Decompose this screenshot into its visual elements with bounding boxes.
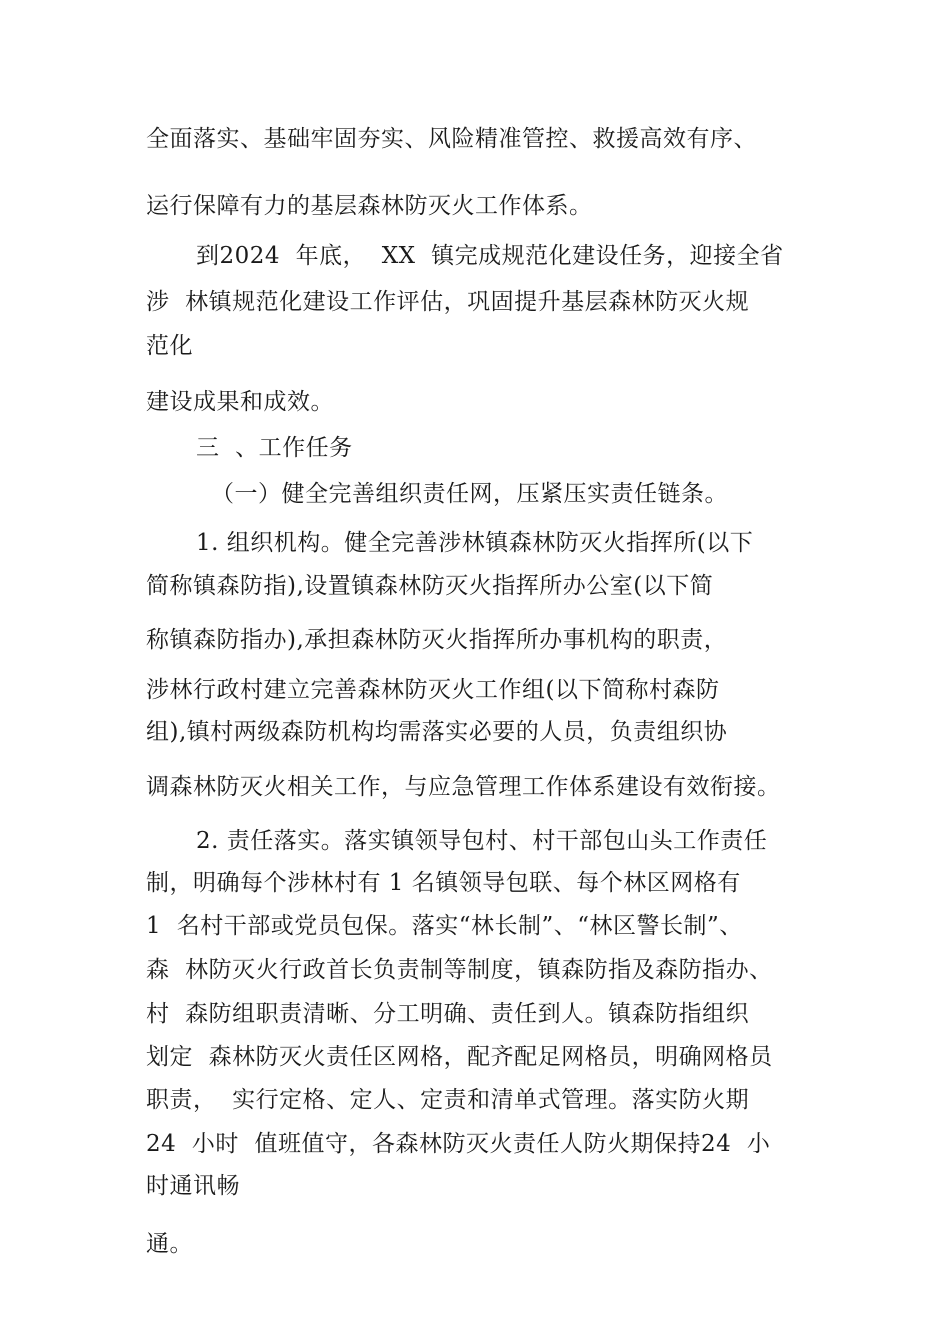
text-line: 到2024 年底， XX 镇完成规范化建设任务，迎接全省 — [196, 243, 784, 269]
text-line: 调森林防灭火相关工作，与应急管理工作体系建设有效衔接。 — [146, 774, 781, 800]
text-line: 组),镇村两级森防机构均需落实必要的人员，负责组织协 — [146, 719, 728, 745]
text-line: 村 森防组职责清晰、分工明确、责任到人。镇森防指组织 — [146, 1001, 750, 1027]
text-line: 1. 组织机构。健全完善涉林镇森林防灭火指挥所(以下 — [196, 530, 754, 556]
text-line: 范化 — [146, 333, 193, 359]
text-line: 全面落实、基础牢固夯实、风险精准管控、救援高效有序、 — [146, 126, 757, 152]
text-line: 1 名村干部或党员包保。落实“林长制”、“林区警长制”、 — [146, 913, 743, 939]
text-line: 简称镇森防指),设置镇森林防灭火指挥所办公室(以下简 — [146, 573, 714, 599]
subsection-heading: （一）健全完善组织责任网，压紧压实责任链条。 — [211, 481, 728, 507]
text-line: 涉 林镇规范化建设工作评估，巩固提升基层森林防灭火规 — [146, 289, 750, 315]
text-line: 划定 森林防灭火责任区网格，配齐配足网格员，明确网格员 — [146, 1044, 773, 1070]
section-heading: 三 、工作任务 — [196, 435, 353, 461]
text-line: 运行保障有力的基层森林防灭火工作体系。 — [146, 193, 593, 219]
text-line: 建设成果和成效。 — [146, 389, 334, 415]
text-line: 职责， 实行定格、定人、定责和清单式管理。落实防火期 — [146, 1087, 750, 1113]
text-line: 通。 — [146, 1231, 193, 1257]
text-line: 制，明确每个涉林村有 1 名镇领导包联、每个林区网格有 — [146, 870, 741, 896]
text-line: 称镇森防指办),承担森林防灭火指挥所办事机构的职责， — [146, 627, 728, 653]
text-line: 2. 责任落实。落实镇领导包村、村干部包山头工作责任 — [196, 828, 768, 854]
text-line: 时通讯畅 — [146, 1173, 240, 1199]
text-line: 涉林行政村建立完善森林防灭火工作组(以下简称村森防 — [146, 677, 720, 703]
text-line: 24 小时 值班值守，各森林防灭火责任人防火期保持24 小 — [146, 1131, 771, 1157]
text-line: 森 林防灭火行政首长负责制等制度，镇森防指及森防指办、 — [146, 957, 773, 983]
